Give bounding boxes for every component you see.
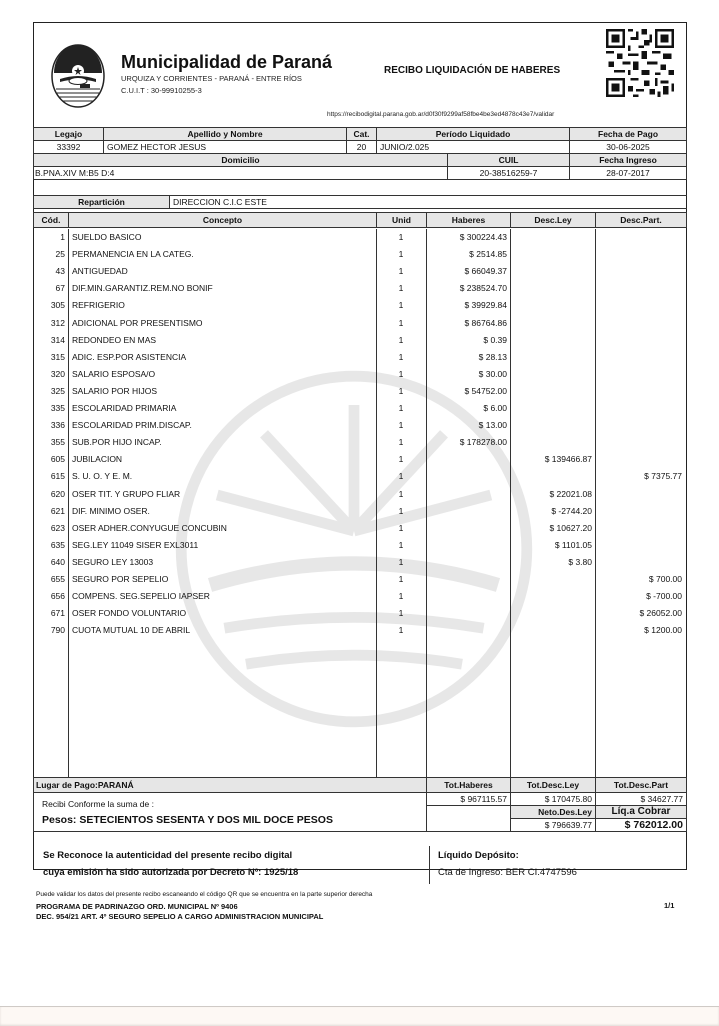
cell-unid: 1 [398, 300, 404, 311]
table-row [34, 332, 685, 349]
table-row [34, 486, 685, 503]
cell-cod: 67 [55, 283, 65, 294]
tot-desc-part-header: Tot.Desc.Part [596, 778, 687, 793]
cell-unid: 1 [398, 522, 404, 533]
fecha-pago-value: 30-06-2025 [570, 141, 687, 154]
cell-haberes: $ 300224.43 [459, 232, 507, 242]
cell-cod: 315 [50, 351, 65, 362]
cell-concepto: SEGURO LEY 13003 [72, 556, 154, 567]
cell-cod: 43 [55, 266, 65, 277]
org-cuit: C.U.I.T : 30-99910255-3 [121, 86, 202, 95]
haberes-header: Haberes [427, 213, 511, 228]
cell-cod: 25 [55, 249, 65, 260]
cuil-header: CUIL [448, 154, 570, 167]
employee-info-table [33, 127, 687, 180]
cell-haberes: $ 39929.84 [464, 300, 507, 311]
fecha-ingreso-header: Fecha Ingreso [570, 154, 687, 167]
cell-cod: 620 [50, 488, 65, 499]
cell-haberes: $ 0.39 [483, 334, 507, 345]
cell-cod: 640 [50, 556, 65, 567]
table-row [34, 451, 685, 468]
cell-haberes: $ 30.00 [478, 368, 507, 379]
cell-concepto: ADIC. ESP.POR ASISTENCIA [72, 351, 187, 362]
cell-haberes: $ 66049.37 [464, 266, 507, 277]
table-row [34, 263, 685, 280]
cell-desc-ley: $ 3.80 [568, 556, 592, 567]
cell-concepto: SALARIO POR HIJOS [72, 385, 158, 396]
programa-note: PROGRAMA DE PADRINAZGO ORD. MUNICIPAL Nº 9406 [36, 902, 238, 911]
table-row [34, 571, 685, 588]
cell-concepto: OSER TIT. Y GRUPO FLIAR [72, 488, 181, 499]
cell-cod: 623 [50, 522, 65, 533]
nombre-header: Apellido y Nombre [104, 128, 347, 141]
cell-unid: 1 [398, 625, 404, 636]
cell-haberes: $ 54752.00 [464, 385, 507, 396]
cell-unid: 1 [398, 368, 404, 379]
payslip-document [33, 22, 687, 878]
cell-desc-ley: $ -2744.20 [551, 505, 592, 516]
table-row [34, 297, 685, 314]
cell-desc-ley: $ 1101.05 [554, 539, 592, 550]
table-row [34, 315, 685, 332]
cell-cod: 790 [50, 625, 65, 636]
cell-unid: 1 [398, 420, 404, 431]
org-address: URQUIZA Y CORRIENTES - PARANÁ - ENTRE RÍOS [121, 74, 302, 83]
cell-desc-part: $ 700.00 [648, 574, 682, 584]
liq-header: Líq.a Cobrar [596, 806, 687, 819]
table-row [34, 400, 685, 417]
table-row [34, 520, 685, 537]
cell-unid: 1 [398, 454, 404, 465]
legajo-value: 33392 [34, 141, 104, 154]
nombre-value: GOMEZ HECTOR JESUS [104, 141, 347, 154]
cell-concepto: ESCOLARIDAD PRIMARIA [72, 403, 177, 413]
cell-unid: 1 [398, 283, 404, 294]
cell-cod: 655 [50, 574, 65, 584]
periodo-header: Período Liquidado [377, 128, 570, 141]
decreto-note: DEC. 954/21 ART. 4º SEGURO SEPELIO A CARGO ADMINISTRACION MUNICIPAL [36, 912, 324, 921]
cell-haberes: $ 28.13 [478, 351, 507, 362]
reparticion-table [33, 195, 687, 209]
cell-cod: 312 [50, 317, 65, 328]
cell-unid: 1 [398, 488, 404, 499]
tot-desc-part-value: $ 34627.77 [596, 793, 687, 806]
cell-unid: 1 [398, 351, 404, 362]
cell-haberes: $ 178278.00 [459, 437, 507, 448]
fecha-ingreso-value: 28-07-2017 [570, 167, 687, 180]
table-row [34, 588, 685, 605]
document-title: RECIBO LIQUIDACIÓN DE HABERES [384, 65, 561, 76]
cell-concepto: SEGURO POR SEPELIO [72, 574, 169, 584]
cell-desc-ley: $ 139466.87 [544, 454, 592, 465]
cell-concepto: SUB.POR HIJO INCAP. [72, 437, 162, 448]
cell-desc-part: $ -700.00 [646, 591, 682, 602]
table-row [34, 503, 685, 520]
cell-cod: 605 [50, 454, 65, 465]
cell-cod: 355 [50, 437, 65, 448]
cat-value: 20 [347, 141, 377, 154]
cell-cod: 635 [50, 539, 65, 550]
cell-unid: 1 [398, 385, 404, 396]
table-row [34, 383, 685, 400]
periodo-value: JUNIO/2.025 [377, 141, 570, 154]
cell-unid: 1 [398, 317, 404, 328]
table-row [34, 280, 685, 297]
cell-desc-ley: $ 22021.08 [549, 488, 592, 499]
tot-haberes-header: Tot.Haberes [427, 778, 511, 793]
cell-cod: 656 [50, 591, 65, 602]
items-header [33, 212, 687, 228]
cell-cod: 314 [50, 334, 65, 345]
cell-unid: 1 [398, 556, 404, 567]
cell-concepto: ANTIGUEDAD [72, 266, 128, 277]
table-row [34, 246, 685, 263]
cell-concepto: SEG.LEY 11049 SISER EXL3011 [72, 539, 199, 550]
cell-concepto: SUELDO BASICO [72, 232, 142, 242]
cell-unid: 1 [398, 266, 404, 277]
items-body [34, 229, 685, 777]
table-row [34, 417, 685, 434]
table-row [34, 537, 685, 554]
auth-line1: Se Reconoce la autenticidad del presente recibo digital [43, 850, 293, 861]
cell-cod: 320 [50, 368, 65, 379]
org-name: Municipalidad de Paraná [121, 52, 333, 72]
cell-cod: 335 [50, 403, 65, 413]
table-row [34, 366, 685, 383]
domicilio-header: Domicilio [34, 154, 448, 167]
cell-concepto: COMPENS. SEG.SEPELIO IAPSER [72, 591, 210, 602]
cell-concepto: OSER ADHER.CONYUGUE CONCUBIN [72, 522, 227, 533]
cell-concepto: ADICIONAL POR PRESENTISMO [72, 317, 203, 328]
cell-cod: 325 [50, 385, 65, 396]
cell-unid: 1 [398, 574, 404, 584]
domicilio-value: B.PNA.XIV M:B5 D:4 [34, 167, 448, 180]
cell-desc-part: $ 7375.77 [644, 471, 682, 482]
cell-concepto: ESCOLARIDAD PRIM.DISCAP. [72, 420, 192, 431]
totals-table [33, 777, 687, 832]
cod-header: Cód. [34, 213, 69, 228]
cell-concepto: DIF.MIN.GARANTIZ.REM.NO BONIF [72, 283, 213, 294]
fecha-pago-header: Fecha de Pago [570, 128, 687, 141]
cell-unid: 1 [398, 437, 404, 448]
legajo-header: Legajo [34, 128, 104, 141]
cell-concepto: REDONDEO EN MAS [72, 334, 157, 345]
neto-value: $ 796639.77 [511, 819, 596, 832]
cell-concepto: CUOTA MUTUAL 10 DE ABRIL [72, 625, 191, 636]
unid-header: Unid [377, 213, 427, 228]
cell-desc-part: $ 1200.00 [644, 625, 682, 636]
table-row [34, 468, 685, 485]
qr-code-icon[interactable] [606, 29, 674, 97]
cell-cod: 615 [50, 471, 65, 482]
lugar-pago: Lugar de Pago:PARANÁ [34, 778, 427, 793]
auth-section [34, 846, 685, 878]
concepto-header: Concepto [69, 213, 377, 228]
cell-haberes: $ 13.00 [478, 420, 507, 431]
cell-unid: 1 [398, 403, 404, 413]
cell-unid: 1 [398, 334, 404, 345]
tot-haberes-value: $ 967115.57 [427, 793, 511, 806]
cell-concepto: JUBILACION [72, 454, 123, 465]
cell-unid: 1 [398, 591, 404, 602]
cell-concepto: REFRIGERIO [72, 300, 125, 311]
recibi-label: Recibi Conforme la suma de : [42, 799, 154, 809]
cuil-value: 20-38516259-7 [448, 167, 570, 180]
liq-value: $ 762012.00 [596, 819, 687, 832]
table-row [34, 229, 685, 246]
neto-header: Neto.Des.Ley [511, 806, 596, 819]
cell-cod: 671 [50, 608, 65, 619]
cell-haberes: $ 6.00 [483, 403, 507, 413]
cell-cod: 305 [50, 300, 65, 311]
auth-line2: cuya emisión ha sido autorizada por Decreto Nº: 1925/18 [43, 867, 299, 878]
cell-desc-part: $ 26052.00 [639, 608, 682, 619]
table-row [34, 622, 685, 639]
table-row [34, 349, 685, 366]
cell-haberes: $ 238524.70 [459, 283, 507, 294]
cell-concepto: OSER FONDO VOLUNTARIO [72, 608, 187, 619]
tot-desc-ley-header: Tot.Desc.Ley [511, 778, 596, 793]
tot-desc-ley-value: $ 170475.80 [511, 793, 596, 806]
cell-unid: 1 [398, 505, 404, 516]
cell-unid: 1 [398, 539, 404, 550]
cat-header: Cat. [347, 128, 377, 141]
table-row [34, 605, 685, 622]
cell-unid: 1 [398, 608, 404, 619]
cell-unid: 1 [398, 249, 404, 260]
pesos-text: Pesos: SETECIENTOS SESENTA Y DOS MIL DOCE PESOS [42, 814, 333, 826]
cell-desc-ley: $ 10627.20 [549, 522, 592, 533]
table-row [34, 434, 685, 451]
cell-concepto: PERMANENCIA EN LA CATEG. [72, 249, 194, 260]
cell-haberes: $ 86764.86 [464, 317, 507, 328]
cell-concepto: DIF. MINIMO OSER. [72, 505, 150, 516]
cuenta-value: Cta de Ingreso: BER CI.4747596 [438, 867, 577, 878]
desc-ley-header: Desc.Ley [511, 213, 596, 228]
cell-concepto: SALARIO ESPOSA/O [72, 368, 156, 379]
qr-note: Puede validar los datos del presente recibo escaneando el código QR que se encuentra en la parte superior derecha [36, 891, 373, 898]
cell-unid: 1 [398, 471, 404, 482]
page-number: 1/1 [664, 901, 675, 910]
cell-cod: 336 [50, 420, 65, 431]
deposito-label: Líquido Depósito: [438, 850, 519, 861]
validation-url[interactable]: https://recibodigital.parana.gob.ar/d0f30f9299af58fbe4be3ed4878c43e7/validar [327, 111, 555, 118]
cell-cod: 1 [60, 232, 65, 242]
page-bottom-edge [0, 1006, 719, 1026]
recibi-cell [34, 793, 427, 832]
table-row [34, 554, 685, 571]
reparticion-value: DIRECCION C.I.C ESTE [170, 196, 687, 209]
reparticion-header: Repartición [34, 196, 170, 209]
cell-cod: 621 [50, 505, 65, 516]
cell-concepto: S. U. O. Y E. M. [72, 471, 133, 482]
desc-part-header: Desc.Part. [596, 213, 687, 228]
cell-unid: 1 [398, 232, 404, 242]
coat-of-arms-icon [50, 43, 106, 109]
cell-haberes: $ 2514.85 [469, 249, 507, 260]
